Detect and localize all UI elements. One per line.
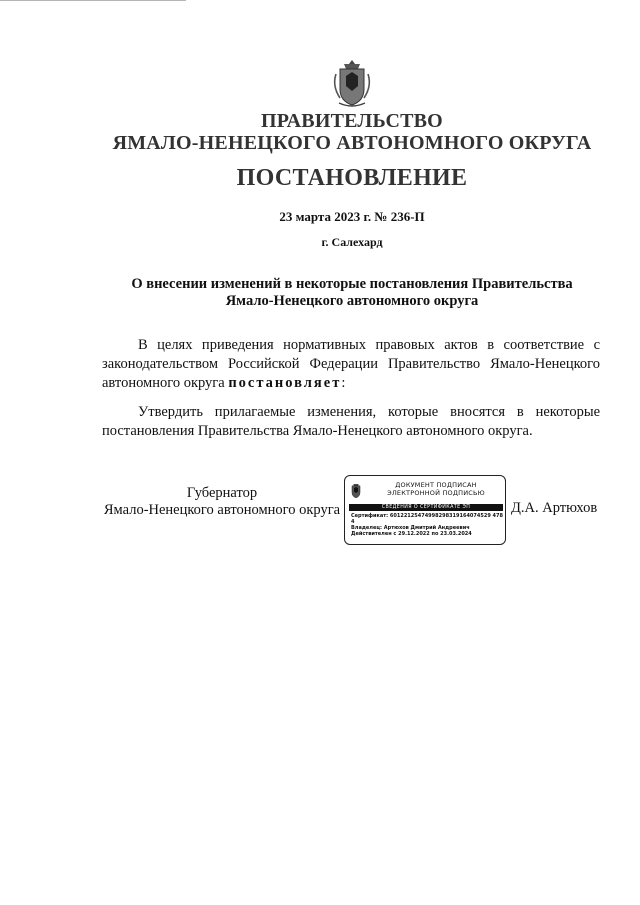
signatory-position	[102, 485, 342, 519]
position-line2: Ямало-Ненецкого автономного округа	[103, 502, 341, 518]
org-name-line2: ЯМАЛО-НЕНЕЦКОГО АВТОНОМНОГО ОКРУГА	[112, 132, 592, 154]
city: г. Салехард	[321, 235, 383, 249]
paragraph-resolution: Утвердить прилагаемые изменения, которые вносятся в некоторые постановления Правительства Ямало-Ненецкого автономного округа.	[102, 404, 600, 439]
preamble-text: В целях приведения нормативных правовых актов в соответствие с законодательством Российской Федерации Правительство Ямало-Ненецкого автономного округа	[102, 337, 600, 391]
document-type: ПОСТАНОВЛЕНИЕ	[236, 165, 468, 191]
document-title	[102, 276, 602, 310]
stamp-heading-line2: ЭЛЕКТРОННОЙ ПОДПИСЬЮ	[387, 489, 485, 497]
certificate-owner: Владелец: Артюхов Дмитрий Андреевич	[351, 525, 470, 531]
top-edge-line	[0, 0, 186, 1]
certificate-number: Сертификат: 60122125474998298319164074529 4784	[351, 513, 503, 525]
date-number: 23 марта 2023 г. № 236-П	[279, 209, 425, 224]
e-signature-stamp	[344, 475, 506, 545]
paragraph-preamble	[102, 336, 600, 393]
certificate-details	[351, 513, 505, 537]
signatory-name: Д.А. Артюхов	[511, 500, 598, 516]
title-line1: О внесении изменений в некоторые постановления Правительства	[131, 276, 573, 292]
certificate-info-bar: СВЕДЕНИЯ О СЕРТИФИКАТЕ ЭП	[349, 504, 503, 511]
decree-word: постановляет	[228, 375, 342, 391]
stamp-heading	[367, 481, 505, 497]
coat-of-arms-icon	[331, 58, 373, 108]
certificate-validity: Действителен с 29.12.2022 по 23.03.2024	[351, 531, 472, 537]
preamble-colon: :	[341, 375, 346, 391]
stamp-emblem-icon	[349, 482, 363, 499]
org-name-line1: ПРАВИТЕЛЬСТВО	[261, 110, 443, 132]
position-line1: Губернатор	[186, 485, 258, 501]
stamp-heading-line1: ДОКУМЕНТ ПОДПИСАН	[395, 481, 477, 489]
title-line2: Ямало-Ненецкого автономного округа	[225, 293, 479, 309]
